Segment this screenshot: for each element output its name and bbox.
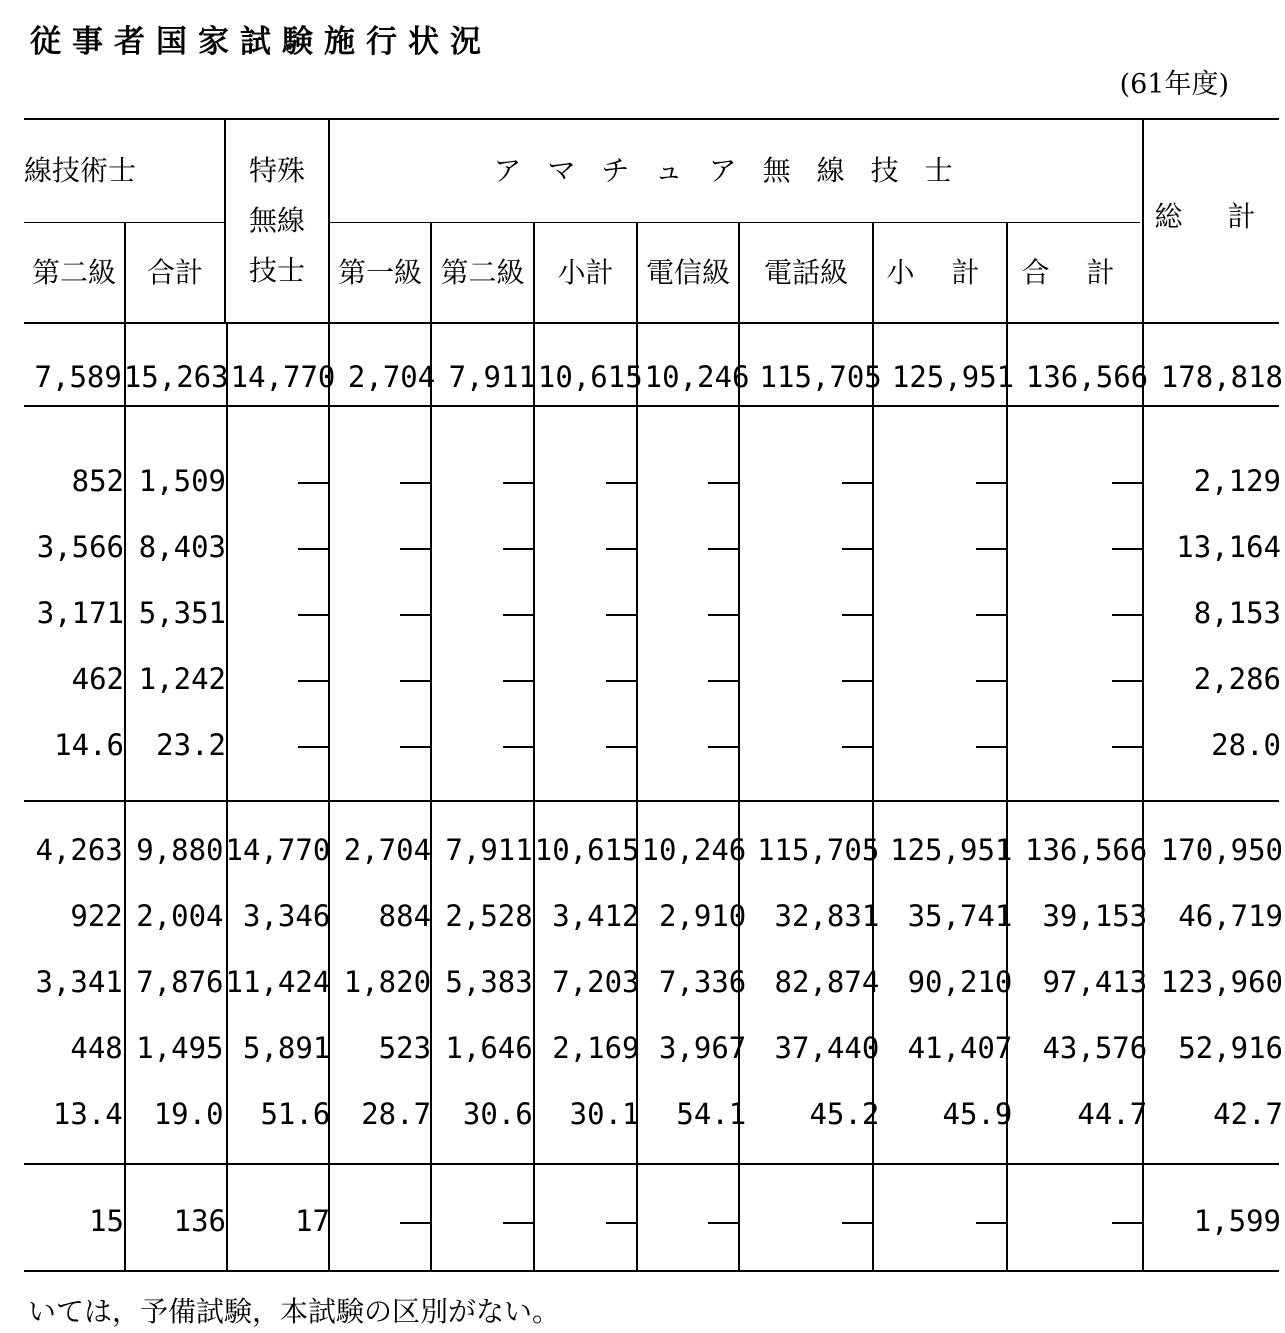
table-cell: 2,286 xyxy=(1193,662,1281,696)
table-row xyxy=(24,646,1283,712)
header-am-telephone: 電話級 xyxy=(763,256,848,289)
table-cell xyxy=(742,580,876,646)
dash-mark xyxy=(606,614,638,616)
header-am-telegraph: 電信級 xyxy=(645,256,730,289)
table-cell: 2,528 xyxy=(445,899,533,933)
dash-mark xyxy=(842,680,874,682)
table-cell xyxy=(1010,514,1146,580)
table-cell: 3,171 xyxy=(36,596,124,630)
table-cell xyxy=(742,448,876,514)
table-cell: 170,950 xyxy=(1160,833,1283,867)
table-cell: 41,407 xyxy=(907,1031,1013,1065)
dash-mark xyxy=(708,482,740,484)
table-cell: 43,576 xyxy=(1042,1031,1148,1065)
dash-mark xyxy=(606,1222,638,1224)
table-cell: 2,704 xyxy=(343,833,432,867)
table-cell: 7,876 xyxy=(136,965,224,999)
table-cell: 136,566 xyxy=(1025,360,1149,394)
table-cell xyxy=(332,1188,434,1254)
table-row xyxy=(24,817,1285,883)
table-row xyxy=(24,1015,1285,1081)
header-special-3: 技士 xyxy=(248,254,305,287)
table-cell xyxy=(876,448,1010,514)
dash-mark xyxy=(400,1222,432,1224)
table-cell xyxy=(1010,712,1146,778)
table-cell xyxy=(742,1188,876,1254)
table-row xyxy=(24,1081,1285,1147)
table-cell: 5,891 xyxy=(242,1031,331,1065)
table-cell: 7,911 xyxy=(445,833,533,867)
table-cell xyxy=(332,448,434,514)
table-cell: 136 xyxy=(173,1204,226,1238)
table-row xyxy=(24,949,1285,1015)
dash-mark xyxy=(606,482,638,484)
table-cell: 28.0 xyxy=(1211,728,1281,762)
dash-mark xyxy=(842,746,874,748)
table-cell xyxy=(434,1188,537,1254)
table-cell: 14.6 xyxy=(54,728,124,762)
table-cell: 10,246 xyxy=(641,833,747,867)
table-cell: 97,413 xyxy=(1042,965,1148,999)
table-cell xyxy=(537,514,640,580)
table-cell: 23.2 xyxy=(156,728,226,762)
table-cell: 115,705 xyxy=(757,833,880,867)
section-rule-2 xyxy=(24,800,1279,802)
fiscal-year-label: (61年度) xyxy=(1119,69,1229,100)
table-row xyxy=(24,514,1283,580)
dash-mark xyxy=(1112,1222,1144,1224)
header-vline-special xyxy=(328,118,330,322)
table-row xyxy=(24,1188,1283,1254)
dash-mark xyxy=(400,680,432,682)
dash-mark xyxy=(298,680,330,682)
table-cell: 9,880 xyxy=(136,833,224,867)
dash-mark xyxy=(976,680,1008,682)
header-am-first: 第一級 xyxy=(337,256,422,289)
section-rule-3 xyxy=(24,1163,1279,1165)
table-cell: 7,911 xyxy=(448,360,536,394)
table-cell: 13.4 xyxy=(52,1097,123,1131)
page-title: 従事者国家試験施行状況 xyxy=(30,24,492,60)
dash-mark xyxy=(503,482,535,484)
table-cell xyxy=(876,712,1010,778)
dash-mark xyxy=(400,614,432,616)
table-row xyxy=(24,580,1283,646)
header-bottom-rule xyxy=(24,322,1279,324)
table-cell: 17 xyxy=(295,1204,330,1238)
table-cell xyxy=(1010,1188,1146,1254)
dash-mark xyxy=(1112,548,1144,550)
table-cell xyxy=(332,580,434,646)
header-am-total: 合 計 xyxy=(1021,256,1129,289)
table-cell xyxy=(876,1188,1010,1254)
table-cell: 922 xyxy=(70,899,123,933)
footnote: いては，予備試験，本試験の区別がない。 xyxy=(28,1295,561,1328)
table-cell xyxy=(1010,580,1146,646)
table-cell: 3,346 xyxy=(242,899,331,933)
table-cell xyxy=(537,448,640,514)
dash-mark xyxy=(606,548,638,550)
table-cell: 523 xyxy=(378,1031,432,1065)
dash-mark xyxy=(400,482,432,484)
table-cell: 2,129 xyxy=(1193,464,1281,498)
table-cell xyxy=(434,646,537,712)
table-cell: 1,509 xyxy=(138,464,226,498)
table-cell: 115,705 xyxy=(759,360,882,394)
table-cell xyxy=(742,514,876,580)
table-cell: 852 xyxy=(71,464,124,498)
table-cell: 14,770 xyxy=(230,360,336,394)
table-cell: 125,951 xyxy=(890,833,1013,867)
dash-mark xyxy=(842,482,874,484)
dash-mark xyxy=(400,548,432,550)
table-cell xyxy=(1010,646,1146,712)
table-cell xyxy=(228,712,332,778)
table-cell xyxy=(640,712,742,778)
dash-mark xyxy=(842,548,874,550)
table-cell: 30.6 xyxy=(462,1097,533,1131)
table-cell xyxy=(876,646,1010,712)
table-cell: 82,874 xyxy=(774,965,880,999)
table-cell: 136,566 xyxy=(1024,833,1148,867)
dash-mark xyxy=(1112,746,1144,748)
dash-mark xyxy=(503,1222,535,1224)
table-cell: 2,004 xyxy=(136,899,224,933)
dash-mark xyxy=(298,482,330,484)
dash-mark xyxy=(842,614,874,616)
header-am-subtotal2: 小 計 xyxy=(886,256,994,289)
table-cell: 11,424 xyxy=(225,965,331,999)
table-bottom-rule xyxy=(24,1270,1279,1272)
table-cell: 19.0 xyxy=(153,1097,224,1131)
table-cell: 448 xyxy=(70,1031,123,1065)
table-cell: 3,412 xyxy=(552,899,640,933)
header-grand-total: 総 計 xyxy=(1154,200,1274,233)
dash-mark xyxy=(606,746,638,748)
dash-mark xyxy=(976,1222,1008,1224)
table-cell xyxy=(537,712,640,778)
table-cell xyxy=(434,580,537,646)
dash-mark xyxy=(298,548,330,550)
table-cell: 8,403 xyxy=(138,530,226,564)
table-cell: 51.6 xyxy=(260,1097,331,1131)
table-cell: 2,169 xyxy=(552,1031,640,1065)
table-cell xyxy=(228,514,332,580)
table-cell: 30.1 xyxy=(569,1097,640,1131)
table-cell xyxy=(332,646,434,712)
dash-mark xyxy=(708,680,740,682)
dash-mark xyxy=(842,1222,874,1224)
table-cell xyxy=(434,448,537,514)
table-cell xyxy=(640,646,742,712)
table-cell: 5,351 xyxy=(138,596,226,630)
table-cell: 90,210 xyxy=(907,965,1013,999)
table-cell xyxy=(1010,448,1146,514)
data-section-1 xyxy=(24,344,1285,410)
dash-mark xyxy=(1112,482,1144,484)
table-cell: 1,820 xyxy=(343,965,432,999)
table-cell: 7,203 xyxy=(552,965,640,999)
dash-mark xyxy=(503,746,535,748)
table-cell: 3,967 xyxy=(658,1031,747,1065)
dash-mark xyxy=(976,614,1008,616)
dash-mark xyxy=(503,548,535,550)
table-cell: 13,164 xyxy=(1176,530,1281,564)
dash-mark xyxy=(400,746,432,748)
table-cell xyxy=(640,1188,742,1254)
table-cell: 46,719 xyxy=(1178,899,1283,933)
table-cell: 8,153 xyxy=(1193,596,1281,630)
table-cell: 14,770 xyxy=(225,833,331,867)
table-cell xyxy=(640,448,742,514)
table-cell: 125,951 xyxy=(891,360,1015,394)
table-cell: 1,599 xyxy=(1193,1204,1281,1238)
dash-mark xyxy=(503,680,535,682)
table-cell: 35,741 xyxy=(907,899,1013,933)
dash-mark xyxy=(708,548,740,550)
table-cell: 54.1 xyxy=(676,1097,747,1131)
table-row xyxy=(24,344,1285,410)
table-cell xyxy=(876,580,1010,646)
table-cell: 45.9 xyxy=(942,1097,1013,1131)
table-cell xyxy=(742,646,876,712)
table-cell: 462 xyxy=(71,662,124,696)
header-subtotal: 合計 xyxy=(146,256,203,289)
table-row xyxy=(24,883,1285,949)
header-special-2: 無線 xyxy=(248,204,305,237)
table-cell xyxy=(228,580,332,646)
dash-mark xyxy=(708,1222,740,1224)
table-row xyxy=(24,712,1283,778)
header-divider-amateur xyxy=(328,222,1140,223)
table-cell xyxy=(537,580,640,646)
header-am-second: 第二級 xyxy=(440,256,525,289)
table-cell: 123,960 xyxy=(1160,965,1283,999)
dash-mark xyxy=(708,614,740,616)
dash-mark xyxy=(1112,614,1144,616)
table-cell: 44.7 xyxy=(1077,1097,1148,1131)
dash-mark xyxy=(976,746,1008,748)
table-cell: 7,589 xyxy=(34,360,122,394)
table-cell: 1,242 xyxy=(138,662,226,696)
table-cell xyxy=(332,712,434,778)
data-section-2 xyxy=(24,448,1283,778)
table-cell: 15,263 xyxy=(123,360,229,394)
dash-mark xyxy=(976,548,1008,550)
dash-mark xyxy=(976,482,1008,484)
table-cell: 2,704 xyxy=(347,360,436,394)
table-cell: 28.7 xyxy=(361,1097,432,1131)
header-amateur-group: アマチュア無線技士 xyxy=(493,154,979,187)
header-special-1: 特殊 xyxy=(248,154,305,187)
table-cell: 3,341 xyxy=(35,965,123,999)
data-section-4 xyxy=(24,1188,1283,1254)
table-cell: 15 xyxy=(89,1204,124,1238)
table-cell xyxy=(537,1188,640,1254)
table-cell xyxy=(332,514,434,580)
table-cell: 4,263 xyxy=(35,833,123,867)
table-cell: 2,910 xyxy=(658,899,747,933)
header-am-sub: 小計 xyxy=(557,256,614,289)
table-cell: 39,153 xyxy=(1042,899,1148,933)
table-cell: 10,615 xyxy=(534,833,640,867)
table-cell: 3,566 xyxy=(36,530,124,564)
table-cell xyxy=(434,712,537,778)
table-cell xyxy=(742,712,876,778)
dash-mark xyxy=(298,614,330,616)
table-cell xyxy=(228,448,332,514)
table-cell xyxy=(537,646,640,712)
table-row xyxy=(24,448,1283,514)
dash-mark xyxy=(503,614,535,616)
dash-mark xyxy=(1112,680,1144,682)
table-cell xyxy=(228,646,332,712)
table-cell: 7,336 xyxy=(658,965,747,999)
table-cell: 10,615 xyxy=(537,360,643,394)
table-cell: 1,495 xyxy=(136,1031,224,1065)
table-cell: 1,646 xyxy=(445,1031,533,1065)
table-cell: 37,440 xyxy=(774,1031,880,1065)
table-cell xyxy=(640,580,742,646)
table-cell: 10,246 xyxy=(644,360,750,394)
table-top-rule xyxy=(24,118,1279,120)
table-cell xyxy=(640,514,742,580)
table-cell: 32,831 xyxy=(774,899,880,933)
table-cell: 45.2 xyxy=(809,1097,880,1131)
table-cell: 52,916 xyxy=(1178,1031,1283,1065)
table-cell: 5,383 xyxy=(445,965,533,999)
data-section-3 xyxy=(24,817,1285,1147)
header-second-class: 第二級 xyxy=(31,256,116,289)
table-cell: 42.7 xyxy=(1213,1097,1283,1131)
table-cell: 884 xyxy=(378,899,432,933)
table-cell xyxy=(876,514,1010,580)
header-line-tech: 線技術士 xyxy=(24,154,137,187)
table-cell xyxy=(434,514,537,580)
dash-mark xyxy=(708,746,740,748)
table-cell: 178,818 xyxy=(1160,360,1283,394)
dash-mark xyxy=(606,680,638,682)
dash-mark xyxy=(298,746,330,748)
